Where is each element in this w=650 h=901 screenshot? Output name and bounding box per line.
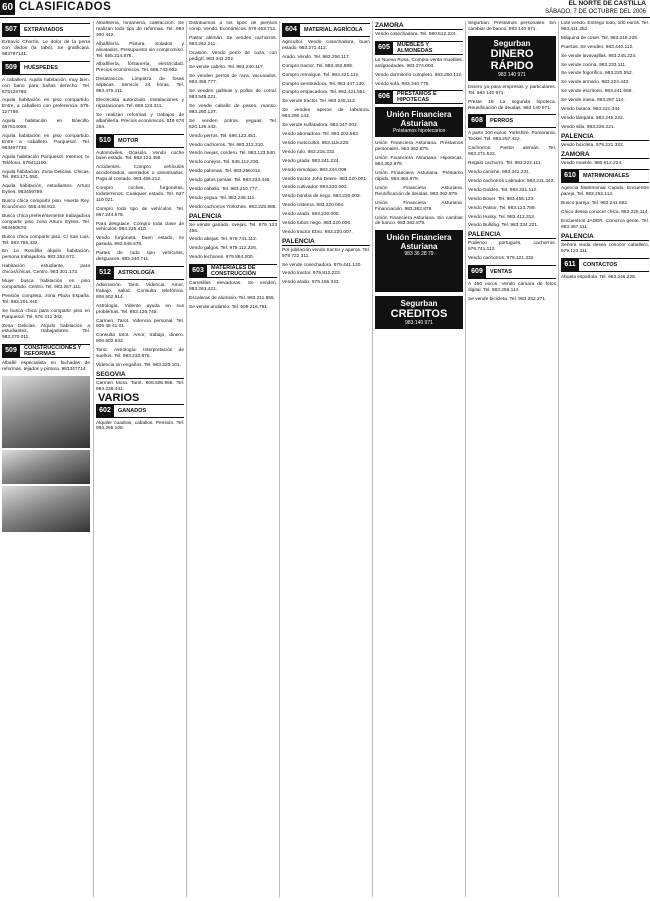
category-number: 608	[468, 115, 486, 127]
classified-ad: Vendo silla. 983.226.221.	[561, 124, 615, 130]
classified-ad: Vendo rulo. 983.216.332.	[282, 149, 336, 155]
classified-ad: Se vende cabrito. Tel. 983.240.117.	[189, 65, 265, 71]
category-name: GANADOS	[118, 407, 147, 414]
classified-ad: Aquila habitación Parquesol. Internet, tv. Teléfono. 679411100.	[2, 154, 90, 166]
classified-ad: Vendo mueble. 980.512.224.	[561, 160, 623, 166]
classified-ad: Vendo gatos persas. Tel. 983.233.445.	[189, 178, 271, 184]
classified-ad: Vendo yegua. Tel. 983.248.111.	[189, 195, 256, 201]
classified-ad: Habitación estudiante, para chicos/chicas. Centro. 983.301.172.	[2, 264, 90, 276]
display-ad-brand: Unión Financiera Asturiana	[386, 233, 452, 252]
classified-ad: Agricultor. Vendo cosechadora, buen estado. 983.271.412.	[282, 40, 370, 51]
classified-ad: Se vende tractor. Tel. 983.245.112.	[282, 99, 356, 105]
classified-ad: Vendo perros. Tel. 686.123.451.	[189, 133, 257, 139]
classified-ad: Busco chica compartir piso. C/ San Luis. Tel. 983.756.432.	[2, 234, 90, 246]
category-header	[561, 169, 649, 183]
classified-ad: Vendo lechones. 979.884.200.	[189, 255, 254, 261]
classified-ad: A 450 euros. Vendo cámara de fotos digital. Tel. 983.256.114.	[468, 281, 556, 293]
column-2	[93, 21, 184, 897]
classified-ad: Astrología. Vidente ayuda en sus problemas. Tel. 983.126.745.	[96, 303, 184, 315]
classified-ad: Busco chica preferentemente trabajadora compartir piso zona Arturo Eyries. Tel. 983450678.	[2, 213, 90, 231]
masthead	[545, 0, 646, 16]
category-header	[2, 23, 90, 37]
category-header	[189, 264, 277, 278]
category-number: 510	[96, 135, 114, 147]
classified-ad: Se vende ganado, ovejas. Tel. 979 123 456.	[189, 222, 277, 234]
classified-ad: Preste 16 La segunda hipoteca. Reunificación de deudas. 983 140 971.	[468, 99, 556, 111]
display-ad-phone: 983 36 28 79	[404, 251, 434, 258]
category-header	[96, 266, 184, 280]
category-name: MATRIMONIALES	[583, 173, 630, 180]
classified-ad: Accidentes. Compro vehículos accidentados, averiados o siniestrados. Pago al contado. 983.456.212.	[96, 165, 184, 183]
classified-ad: Unión Financiera Asturiana. Financiación. 983.362.879.	[375, 200, 463, 212]
classified-ad: Distribuimos a los tipos de piensos comp. Vendo. Económicos. 679.463.712.	[189, 21, 277, 32]
classified-ad: Se venden gallinas y pollos de corral. 983.545.221.	[189, 89, 277, 101]
category-name: MATERIALES DE CONSTRUCCIÓN	[211, 265, 256, 278]
classified-ad: Aquila habitación en piso compartido. Entre a caballero. Parquesol. Tel. 983497738.	[2, 133, 90, 151]
classified-ad: Vendo cultivador. 983.220.002.	[282, 185, 348, 191]
town-heading: SEGOVIA	[96, 372, 184, 379]
classified-ad: Vendo lámpara. 983.245.232.	[561, 115, 624, 121]
page-number: 60	[1, 2, 14, 13]
classified-ad: Se vende frigorífico. 983.220.552.	[561, 71, 634, 77]
classified-ad: Vendo ovejas, cordero. Tel. 983.123.540.	[189, 151, 277, 157]
classified-ad: Arado. Vendo. Tel. 983.256.117.	[282, 54, 351, 60]
classified-ad: Unión Financiera Asturiana. Sin cambiar de banco. 983.362.879.	[375, 215, 463, 227]
category-header	[375, 41, 463, 55]
category-name: MATERIAL AGRÍCOLA	[304, 27, 363, 33]
classified-ad: Vendo Pastor. Tel. 983.123.789.	[468, 205, 536, 211]
classified-ad: Vendo sofá. 983.340.776.	[375, 81, 430, 87]
classified-ad: Compro coches, furgonetas, todoterrenos. Cualquier estado. Tel. 627 110 021.	[96, 186, 184, 203]
classified-ad: Vendo Bulldog. Tel. 983.334.221.	[468, 223, 539, 229]
category-header	[2, 61, 90, 75]
classified-ad: Vendo motocultor. 983.115.228.	[282, 140, 350, 146]
column-3	[186, 21, 277, 897]
classified-ad: Se vende caballo de paseo, manso. 983.280.127.	[189, 103, 277, 115]
classified-ad: Vendo cachorros. Tel. 983.212.310.	[189, 142, 265, 148]
category-number: 509	[2, 62, 20, 74]
section-heading: VARIOS	[98, 391, 140, 404]
classified-ad: Se vende bicicleta. Tel. 983.252.271.	[468, 296, 547, 302]
page-header	[0, 0, 650, 18]
category-number: 603	[189, 265, 207, 277]
classified-ad: Cachorros. Pastor alemán. Tel. 983.271.522.	[468, 146, 556, 158]
town-heading: PALENCIA	[189, 214, 277, 221]
classified-ad: Se realizan reformas y trabajos de albañilería. Precios económicos. 615 678 254.	[96, 112, 184, 130]
classified-ad: Escaleras de aluminio. Tel. 983.211.555.	[189, 296, 275, 301]
classified-ad: Aquila habitación en Bóecillo. 657514008.	[2, 119, 90, 131]
classified-ad: Abuela española. Tel. 983.246.228.	[561, 274, 637, 280]
category-name: EXTRAVIADOS	[24, 27, 64, 33]
category-number: 611	[561, 259, 579, 271]
classified-ad: Unión Financiera Asturiana. Préstamos personales. 983.362.879.	[375, 141, 463, 153]
town-heading: PALENCIA	[468, 232, 556, 239]
classified-ad: Dinero ya para empresas y particulares. Tel. 983 140 971.	[468, 84, 556, 96]
classified-ad: Vendo abonadora. Tel. 983.202.553.	[282, 131, 360, 137]
display-ad-phone: 983 140 971	[405, 320, 433, 327]
column-7	[558, 21, 649, 897]
classified-ad: Vendo galgos. Tel. 979.112.226.	[189, 246, 258, 252]
classified-ad: Albañilería, fontanería, calefacción. Se realizan todo tipo de reformas. Tel. 983 300 442.	[96, 21, 184, 38]
classified-ad: Vendo dormitorio completo. 983.250.112.	[375, 72, 463, 78]
category-number: 604	[282, 24, 300, 36]
classified-ad: Podenco portugués, cachorros. 979.741.112.	[468, 241, 556, 253]
classified-ad: Vendo cosechadora. Tel. 980.512.224.	[375, 31, 457, 37]
classified-ad: Se venden perros de raza, vacunados. 983.458.777.	[189, 74, 277, 86]
classified-ad: Compro todo tipo de vehículos. Tel. 697.244.578.	[96, 206, 184, 218]
column-5	[372, 21, 463, 897]
classified-ad: La Nueva Rosa. Compra venta muebles, antigüedades. 983.374.003.	[375, 57, 463, 69]
display-ad-phone: Préstamos hipotecarios	[392, 128, 446, 135]
classified-ad: Vendo butaca. 983.221.344.	[561, 107, 622, 113]
classified-ad: Agencia Matrimonial Cupido. Encuentre pareja. Tel. 983.252.114.	[561, 186, 649, 198]
dateline: SÁBADO, 7 DE OCTUBRE DEL 2006	[545, 9, 646, 15]
classified-ad: Unión Financiera Asturiana. Reunificación de deudas. 983.362.879.	[375, 185, 463, 197]
classified-ad: Carretillas elevadoras. Se venden. 983.263.421.	[189, 281, 277, 293]
display-ad	[375, 107, 463, 137]
classified-ad: Ocasión. Vendo perro de caza, con pedigrí. 983.341.202.	[189, 50, 277, 62]
category-header	[96, 404, 184, 418]
classified-ad: Electricista autorizado. Instalaciones y reparaciones. Tel. 669.124.311.	[96, 97, 184, 109]
category-header	[96, 134, 184, 148]
classified-ad: Unión Financiera Asturiana. Préstamo rápido. 983.362.879.	[375, 171, 463, 182]
classified-ad: Busco pareja. Tel. 983.241.662.	[561, 201, 629, 207]
classified-ad: Chico desea conocer chica. 983.225.114.	[561, 210, 649, 216]
classified-ad: Para desguace. Compro toda clase de vehículos. 983.225.410.	[96, 221, 184, 233]
classified-ad: Zona Delicias. Alquilo habitación a estudiantes, trabajadores. Tel. 983.270.011.	[2, 323, 90, 341]
town-heading: PALENCIA	[561, 234, 649, 241]
category-header	[468, 265, 556, 279]
category-name: VENTAS	[490, 268, 512, 275]
display-ad	[375, 230, 463, 292]
classified-ad: Busco chica compartir piso. Huerta Rey. Económico. 655.448.912.	[2, 199, 90, 211]
column-1	[2, 21, 90, 897]
ad-photo	[2, 450, 90, 484]
category-name: PERROS	[490, 118, 514, 125]
classified-ad: Vendo caniche. 983.341.231.	[468, 169, 531, 175]
classified-ad: Vendo tractor Ebro. 983.220.007.	[282, 229, 353, 235]
classified-ad: Unión Financiera Asturiana. Hipotecas. 983.362.879.	[375, 156, 463, 168]
ad-photo	[2, 376, 90, 448]
classified-ad: Compro remolque. Tel. 983.421.112.	[282, 72, 360, 78]
category-number: 605	[375, 42, 393, 54]
classified-ad: Lote vendo. Entrego todo, 100 euros. Tel. 983.411.252.	[561, 21, 649, 32]
classified-ad: Encuentros JADER. Conozca gente. Tel. 983.367.111.	[561, 219, 649, 230]
category-number: 609	[468, 266, 486, 278]
ad-photo	[2, 486, 90, 532]
classified-ad: Albañilería. Pintura. Solados y alicatados. Presupuesto sin compromiso. Tel. 655.214.876.	[96, 41, 184, 59]
classified-ad: Mujer busca habitación en piso compartido. Centro. Tel. 983.267.111.	[2, 279, 90, 290]
classified-ad: Aquila habitación en piso compartido. Entre, a caballero con preferencia. 675-127788.	[2, 98, 90, 116]
classified-ad: Vendo tubos riego. 983.220.006.	[282, 221, 352, 227]
display-ad-headline: CREDITOS	[390, 308, 448, 321]
category-name: MUEBLES Y ALMONEDAS	[397, 41, 433, 54]
classified-ad: Albañil especialista en fachadas de reformas, tejados y pintura. 983347714.	[2, 361, 90, 373]
classified-ad: Se vende cosechadora. 979.441.120.	[282, 262, 362, 268]
newspaper-name: EL NORTE DE CASTILLA	[568, 0, 646, 7]
classified-ad: Partes de todo tipo vehículos, desguaces. 983.240.711.	[96, 251, 184, 263]
classified-ad: Carmen Mora. Tarot. 806.506.958. Tel. 983.236.441.	[96, 380, 184, 392]
classified-ad: Vendo cisterna. 983.220.004.	[282, 203, 345, 209]
classified-ad: Vendo arado. 979.155.342.	[282, 280, 340, 286]
classified-ad: Máquina de coser. Tel. 983.215.228.	[561, 35, 639, 41]
classified-ad: Pensión completa, zona Plaza España. Tel. 983.201.440.	[2, 293, 90, 305]
classified-ad: Consulta tarot. Amor, trabajo, dinero. 806.502.932.	[96, 333, 184, 345]
category-header	[468, 114, 556, 128]
classified-ad: Compro tractor. Tel. 983.452.889.	[282, 63, 354, 69]
classified-ad: Compro empacadora. Tel. 983.421.551.	[282, 90, 367, 96]
classified-ad: Vendo grada. 983.241.224.	[282, 158, 340, 164]
classified-ad: Vendo caballo. Tel. 983.210.777.	[189, 187, 259, 193]
display-ad-brand: Unión Financiera Asturiana	[386, 110, 452, 129]
display-ad	[468, 36, 556, 81]
category-number: 610	[561, 170, 579, 182]
classified-ad: Vendo cachorros. 979.121.332.	[468, 256, 535, 262]
classified-ad: Compro sembradora. Tel. 983.447.130.	[282, 81, 366, 87]
classified-ad: Desatrancos. Limpieza de fosas sépticas. Servicio 24 horas. Tel. 983.476.111.	[96, 77, 184, 95]
classified-ad: Se venden potros, yeguas. Tel. 620.126.442.	[189, 118, 277, 130]
section-title: CLASIFICADOS	[19, 1, 112, 13]
category-name: ASTROLOGÍA	[118, 270, 155, 276]
classified-ad: Vendo arado. 983.220.005.	[282, 212, 340, 218]
classified-ad: Se vende mesa. 983.287.114.	[561, 98, 625, 104]
classified-ad: Adivinación. Tarot. Videncia. Amor, trabajo, salud. Consulta telefónica. 806.502.914.	[96, 283, 184, 300]
town-heading: ZAMORA	[375, 23, 463, 30]
classified-ad: Alquiler cuadras, caballos. Pensión. Tel. 983.265.108.	[96, 420, 184, 432]
classified-ad: Segurban. Préstamos personales. Sin cambiar de banco. 983 140 971.	[468, 21, 556, 32]
classified-ad: Extravío Chorrín. Le dolor de la perra con dedos (la rabo). Se gratificará. 983797141.	[2, 40, 90, 57]
display-ad	[375, 296, 463, 329]
display-ad-brand: Segurban	[400, 299, 438, 309]
classified-ad: Vendo Boxer. Tel. 983.456.123.	[468, 196, 535, 202]
classified-ad: Vendo Husky. Tel. 983.412.312.	[468, 214, 536, 220]
classified-ad: Se vende cocina. 983.233.111.	[561, 62, 627, 68]
classified-ad: Vendo bicicleta. 979.221.332.	[561, 142, 624, 148]
display-ad-headline: DINERO RÁPIDO	[490, 47, 534, 72]
category-number: 512	[96, 267, 114, 279]
category-name: CONSTRUCCIONES Y REFORMAS	[24, 345, 82, 358]
classified-ad: Regalo cachorro. Tel. 983.222.111.	[468, 161, 542, 167]
column-6	[465, 21, 556, 897]
classified-ad: Albañilería, fontanería, electricidad. Precios económicos. Tel. 686.743.902.	[96, 62, 184, 74]
classified-ad: Puertas. Se venden. 983.440.112.	[561, 44, 634, 50]
category-header	[2, 344, 90, 358]
classified-ad: Tarot. Astrología. Interpretación de sueños. Tel. 983.233.876.	[96, 348, 184, 360]
category-name: MOTOR	[118, 137, 139, 144]
classified-ad: Vendo Golden. Tel. 983.331.112.	[468, 187, 538, 193]
classified-ad: Vendo cachorros Yorkshire. 983.225.888.	[189, 204, 277, 210]
town-heading: PALENCIA	[282, 239, 370, 246]
classified-ad: Vendo furgoneta, buen estado, itv pasada. 983.545.578.	[96, 236, 184, 248]
category-number: 507	[2, 24, 20, 36]
classified-ad: Vendo palomas. Tel. 983.256.012.	[189, 169, 262, 175]
display-ad-brand: Segurban	[493, 38, 531, 48]
classified-ad: A caballero. Aquila habitación, muy bien, con bano para bañas derecho. Tel. 675129788.	[2, 77, 90, 95]
category-number: 606	[375, 91, 393, 103]
category-name: PRÉSTAMOS E HIPOTECAS	[397, 91, 437, 104]
classified-ad: Vendo tractor. 979.812.223.	[282, 271, 341, 277]
category-number: 509	[2, 345, 20, 357]
classified-ad: A partir 100 euros. Yorkshire, Pomerania, Teckel. Tel. 983.257.422.	[468, 131, 556, 143]
classified-ad: Vendo remolque. 983.244.009.	[282, 167, 348, 173]
classified-ad: Vendo cachorros Labrador. 983.211.342.	[468, 178, 555, 184]
classified-ad: Vendo conejos. Tel. 645.112.230.	[189, 160, 260, 166]
town-heading: ZAMORA	[561, 152, 649, 159]
category-number: 602	[96, 405, 114, 417]
classified-ad: Señora viuda desea conocer caballero. 979.123.111.	[561, 242, 649, 254]
category-header	[282, 23, 370, 37]
classified-ad: Se vende andamio. Tel. 609.216.781.	[189, 304, 269, 310]
classified-ad: Automóviles. Ocasión. Vendo coche buen estado. Tel. 983.123.456.	[96, 150, 184, 162]
classified-ad: Se vende sulfatadora. 983.247.002.	[282, 123, 359, 129]
category-header	[375, 90, 463, 104]
category-header	[561, 258, 649, 272]
classified-ad: Se venden aperos de labranza. 983.290.143.	[282, 108, 370, 120]
category-name: CONTACTOS	[583, 261, 618, 268]
town-heading: PALENCIA	[561, 134, 649, 141]
classified-ad: En La Rondilla alquilo habitación, persona trabajadora. 983.352.671.	[2, 249, 90, 261]
classified-ad: Vendo abejas. Tel. 979.741.112.	[189, 237, 258, 243]
classified-ad: Aquila habitación. Zona Delicias. Chicas. Tel. 983.171.650.	[2, 169, 90, 181]
classified-ad: Videncia sin engaños. Tel. 983.220.101.	[96, 362, 181, 368]
classified-ad: Se busca chica para compartir piso en Parquesol. Tel. 676 412 302.	[2, 308, 90, 320]
classified-ad: Vendo tractor John Deere. 983.220.001.	[282, 176, 368, 182]
classified-ad: Vendo bomba de riego. 983.220.003.	[282, 194, 361, 200]
classified-ad: Se vende escritorio. 983.241.558.	[561, 89, 633, 95]
classified-ad: Se vende armario. 983.224.443.	[561, 80, 630, 86]
classified-ad: Carmen. Tarot. Videncia personal. Tel. 806 45 41 01.	[96, 318, 184, 330]
classified-ad: Pastor alemán. Se venden cachorros. 983.262.211.	[189, 35, 277, 47]
category-name: HUÉSPEDES	[24, 64, 58, 71]
column-4	[279, 21, 370, 897]
classified-ad: Se vende lavavajillas. 983.245.224.	[561, 53, 637, 59]
classified-ad: Aquila habitación, estudiantes. Arturo Eyries. 983456789.	[2, 184, 90, 196]
display-ad-phone: 983 140 971	[498, 71, 526, 78]
classified-ad: Por jubilación vendo tractor y aperos. Tel. 979 722 311.	[282, 247, 370, 259]
